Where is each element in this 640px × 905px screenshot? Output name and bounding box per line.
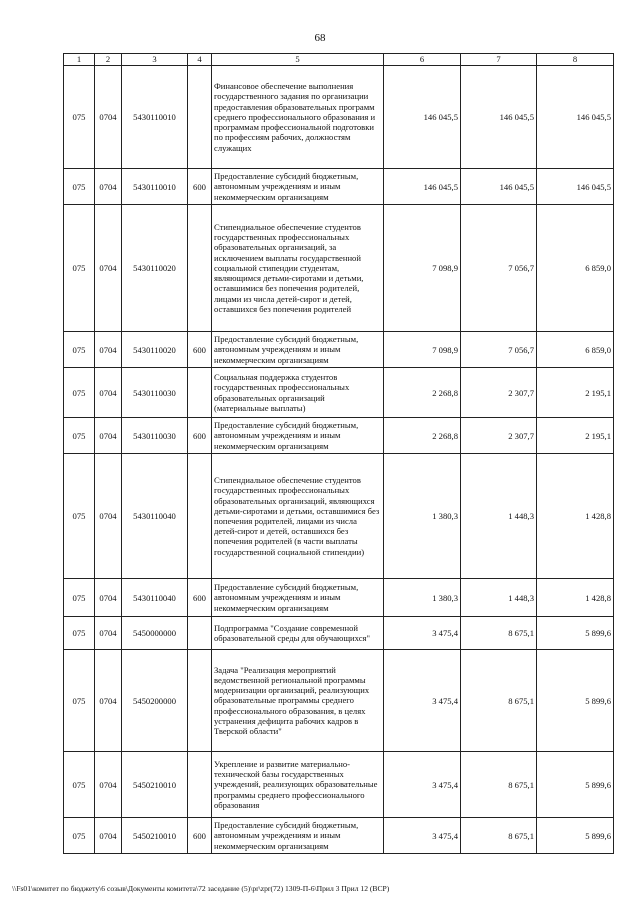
amount-cell: 3 475,4 <box>384 617 461 650</box>
column-header: 6 <box>384 54 461 66</box>
file-path-footer: \\Fs01\комитет по бюджету\6 созыв\Документы комитета\72 заседание (5)\pr\zpr(72) 1309-П-6\Прил 3 Прил 12 (ВСР) <box>12 884 390 893</box>
expense-type-cell: 600 <box>188 818 212 854</box>
description-cell: Подпрограмма "Создание современной образовательной среды для обучающихся" <box>212 617 384 650</box>
column-header: 1 <box>64 54 95 66</box>
expense-type-cell <box>188 650 212 752</box>
expense-type-cell: 600 <box>188 332 212 368</box>
expense-type-cell <box>188 205 212 332</box>
column-header: 3 <box>122 54 188 66</box>
description-cell: Финансовое обеспечение выполнения государственного задания по организации предоставления образовательных программ среднего профессионального образования и программам профессиональной подготовки по профессиям рабочих, должностям служащих <box>212 66 384 169</box>
target-article-cell: 5430110020 <box>122 205 188 332</box>
amount-cell: 8 675,1 <box>461 818 537 854</box>
column-header: 8 <box>537 54 614 66</box>
description-cell: Предоставление субсидий бюджетным, автономным учреждениям и иным некоммерческим организациям <box>212 169 384 205</box>
admin-code-cell: 075 <box>64 66 95 169</box>
amount-cell: 146 045,5 <box>537 66 614 169</box>
page-number: 68 <box>314 32 326 44</box>
amount-cell: 6 859,0 <box>537 205 614 332</box>
amount-cell: 5 899,6 <box>537 818 614 854</box>
section-code-cell: 0704 <box>95 418 122 454</box>
admin-code-cell: 075 <box>64 752 95 818</box>
admin-code-cell: 075 <box>64 368 95 418</box>
target-article-cell: 5450210010 <box>122 818 188 854</box>
amount-cell: 6 859,0 <box>537 332 614 368</box>
target-article-cell: 5430110040 <box>122 579 188 617</box>
amount-cell: 7 056,7 <box>461 205 537 332</box>
target-article-cell: 5430110020 <box>122 332 188 368</box>
amount-cell: 5 899,6 <box>537 752 614 818</box>
target-article-cell: 5430110010 <box>122 66 188 169</box>
amount-cell: 3 475,4 <box>384 650 461 752</box>
amount-cell: 7 056,7 <box>461 332 537 368</box>
table-row <box>64 205 614 332</box>
table-row <box>64 169 614 205</box>
section-code-cell: 0704 <box>95 454 122 579</box>
admin-code-cell: 075 <box>64 169 95 205</box>
amount-cell: 1 380,3 <box>384 579 461 617</box>
admin-code-cell: 075 <box>64 617 95 650</box>
section-code-cell: 0704 <box>95 752 122 818</box>
amount-cell: 7 098,9 <box>384 205 461 332</box>
admin-code-cell: 075 <box>64 579 95 617</box>
budget-table <box>63 53 614 854</box>
column-header: 2 <box>95 54 122 66</box>
admin-code-cell: 075 <box>64 650 95 752</box>
section-code-cell: 0704 <box>95 650 122 752</box>
description-cell: Укрепление и развитие материально-технической базы государственных учреждений, реализующих образовательные программы среднего профессионального образования <box>212 752 384 818</box>
section-code-cell: 0704 <box>95 368 122 418</box>
amount-cell: 5 899,6 <box>537 650 614 752</box>
description-cell: Предоставление субсидий бюджетным, автономным учреждениям и иным некоммерческим организациям <box>212 579 384 617</box>
amount-cell: 8 675,1 <box>461 752 537 818</box>
amount-cell: 1 448,3 <box>461 579 537 617</box>
section-code-cell: 0704 <box>95 332 122 368</box>
amount-cell: 7 098,9 <box>384 332 461 368</box>
admin-code-cell: 075 <box>64 332 95 368</box>
target-article-cell: 5450200000 <box>122 650 188 752</box>
column-header: 7 <box>461 54 537 66</box>
table-row <box>64 418 614 454</box>
description-cell: Задача "Реализация мероприятий ведомственной региональной программы модернизации организаций, реализующих образовательные программы среднего профессионального образования, в целях устранения дефицита рабочих кадров в Тверской области" <box>212 650 384 752</box>
admin-code-cell: 075 <box>64 454 95 579</box>
amount-cell: 2 195,1 <box>537 368 614 418</box>
target-article-cell: 5430110010 <box>122 169 188 205</box>
section-code-cell: 0704 <box>95 818 122 854</box>
column-header: 5 <box>212 54 384 66</box>
amount-cell: 2 307,7 <box>461 418 537 454</box>
amount-cell: 2 307,7 <box>461 368 537 418</box>
amount-cell: 146 045,5 <box>384 169 461 205</box>
column-header: 4 <box>188 54 212 66</box>
amount-cell: 3 475,4 <box>384 752 461 818</box>
amount-cell: 2 195,1 <box>537 418 614 454</box>
amount-cell: 1 380,3 <box>384 454 461 579</box>
target-article-cell: 5430110030 <box>122 368 188 418</box>
section-code-cell: 0704 <box>95 66 122 169</box>
amount-cell: 8 675,1 <box>461 617 537 650</box>
target-article-cell: 5450210010 <box>122 752 188 818</box>
expense-type-cell: 600 <box>188 169 212 205</box>
section-code-cell: 0704 <box>95 579 122 617</box>
expense-type-cell <box>188 66 212 169</box>
table-row <box>64 650 614 752</box>
description-cell: Стипендиальное обеспечение студентов государственных профессиональных образовательных организаций, являющихся детьми-сиротами и детьми, оставшимися без попечения родителей, лицами из числа детей-сирот и детей, оставшихся без попечения родителей (в части выплаты государственной социальной стипендии) <box>212 454 384 579</box>
amount-cell: 146 045,5 <box>537 169 614 205</box>
table-header-row <box>64 54 614 66</box>
section-code-cell: 0704 <box>95 205 122 332</box>
table-row <box>64 66 614 169</box>
admin-code-cell: 075 <box>64 205 95 332</box>
expense-type-cell: 600 <box>188 579 212 617</box>
description-cell: Социальная поддержка студентов государственных профессиональных образовательных организаций (материальные выплаты) <box>212 368 384 418</box>
expense-type-cell <box>188 368 212 418</box>
admin-code-cell: 075 <box>64 418 95 454</box>
expense-type-cell <box>188 752 212 818</box>
table-row <box>64 454 614 579</box>
description-cell: Предоставление субсидий бюджетным, автономным учреждениям и иным некоммерческим организациям <box>212 332 384 368</box>
target-article-cell: 5450000000 <box>122 617 188 650</box>
amount-cell: 2 268,8 <box>384 418 461 454</box>
amount-cell: 1 428,8 <box>537 454 614 579</box>
expense-type-cell <box>188 454 212 579</box>
table-row <box>64 579 614 617</box>
description-cell: Стипендиальное обеспечение студентов государственных профессиональных образовательных организаций, за исключением выплаты государственной социальной стипендии студентам, являющимся детьми-сиротами и детьми, оставшимися без попечения родителей, лицами из числа детей-сирот и детей, оставшихся без попечения родителей <box>212 205 384 332</box>
table-row <box>64 332 614 368</box>
amount-cell: 8 675,1 <box>461 650 537 752</box>
amount-cell: 2 268,8 <box>384 368 461 418</box>
description-cell: Предоставление субсидий бюджетным, автономным учреждениям и иным некоммерческим организациям <box>212 418 384 454</box>
amount-cell: 146 045,5 <box>461 169 537 205</box>
amount-cell: 5 899,6 <box>537 617 614 650</box>
amount-cell: 1 428,8 <box>537 579 614 617</box>
amount-cell: 3 475,4 <box>384 818 461 854</box>
table-row <box>64 368 614 418</box>
table-row <box>64 752 614 818</box>
expense-type-cell: 600 <box>188 418 212 454</box>
admin-code-cell: 075 <box>64 818 95 854</box>
amount-cell: 146 045,5 <box>461 66 537 169</box>
target-article-cell: 5430110040 <box>122 454 188 579</box>
section-code-cell: 0704 <box>95 169 122 205</box>
table-row <box>64 617 614 650</box>
target-article-cell: 5430110030 <box>122 418 188 454</box>
description-cell: Предоставление субсидий бюджетным, автономным учреждениям и иным некоммерческим организациям <box>212 818 384 854</box>
amount-cell: 1 448,3 <box>461 454 537 579</box>
table-row <box>64 818 614 854</box>
section-code-cell: 0704 <box>95 617 122 650</box>
expense-type-cell <box>188 617 212 650</box>
amount-cell: 146 045,5 <box>384 66 461 169</box>
